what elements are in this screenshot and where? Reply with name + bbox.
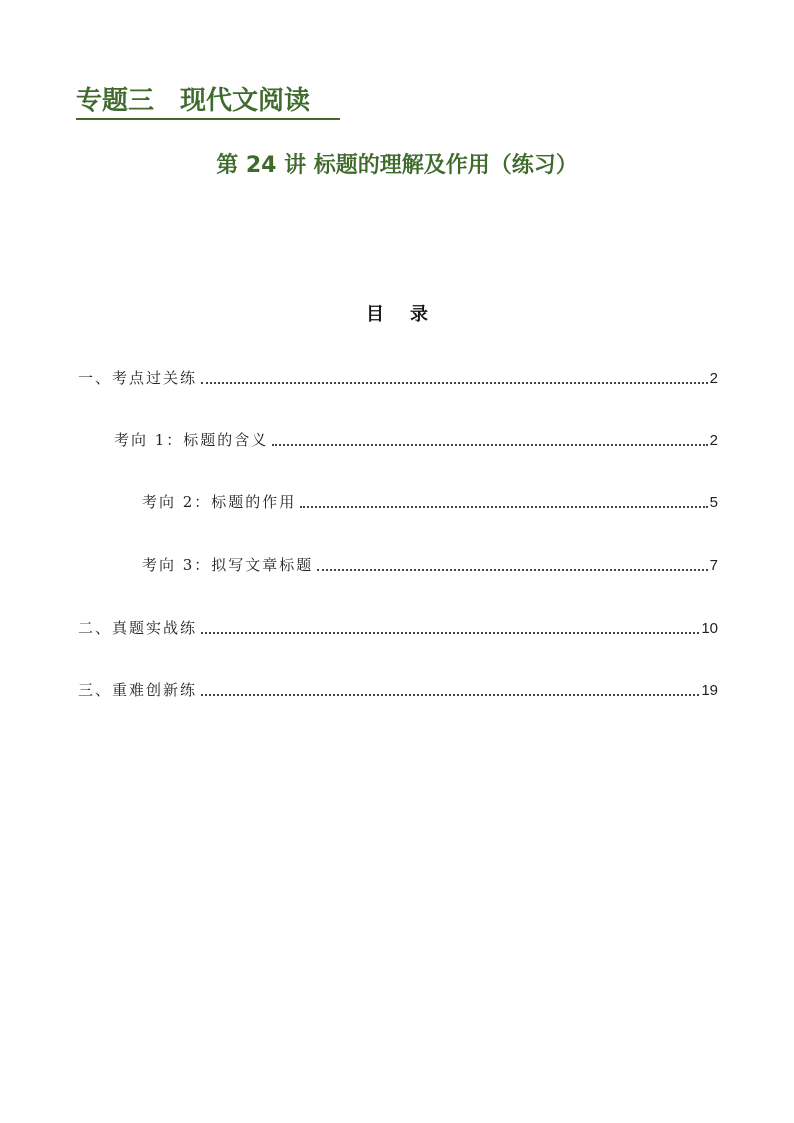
toc-dot-leader [272, 444, 707, 446]
toc-dot-leader [300, 506, 707, 508]
topic-title-underline [76, 118, 340, 120]
toc-entry-kaodian[interactable] [78, 367, 718, 393]
toc-dot-leader [201, 382, 708, 384]
toc-entry-kaoxiang-1[interactable] [114, 429, 718, 455]
lecture-title-text: 第 24 讲 标题的理解及作用（练习） [216, 153, 578, 178]
topic-title: 专题三 现代文阅读 [76, 86, 311, 116]
toc-page-number: 19 [701, 682, 718, 699]
toc-entry-label: 三、重难创新练 [78, 681, 198, 699]
lecture-title [0, 150, 794, 182]
toc-entry-label: 一、考点过关练 [78, 369, 198, 387]
toc-entry-label: 考向 3：拟写文章标题 [142, 556, 314, 574]
toc-dot-leader [201, 632, 699, 634]
toc-heading: 目录 [366, 304, 454, 325]
toc-page-number: 7 [709, 557, 718, 574]
toc-page-number: 10 [701, 620, 718, 637]
toc-entry-kaoxiang-3[interactable] [142, 554, 718, 580]
toc-entry-zhenti[interactable] [78, 617, 718, 643]
toc-entry-label: 考向 1：标题的含义 [114, 431, 269, 449]
toc-entry-label: 考向 2：标题的作用 [142, 493, 297, 511]
toc-page-number: 5 [709, 494, 718, 511]
toc-page-number: 2 [709, 432, 718, 449]
toc-page-number: 2 [709, 370, 718, 387]
toc-entry-zhongnan[interactable] [78, 679, 718, 705]
toc-entry-label: 二、真题实战练 [78, 619, 198, 637]
toc-entry-kaoxiang-2[interactable] [142, 491, 718, 517]
toc-dot-leader [201, 694, 699, 696]
toc-dot-leader [317, 569, 707, 571]
